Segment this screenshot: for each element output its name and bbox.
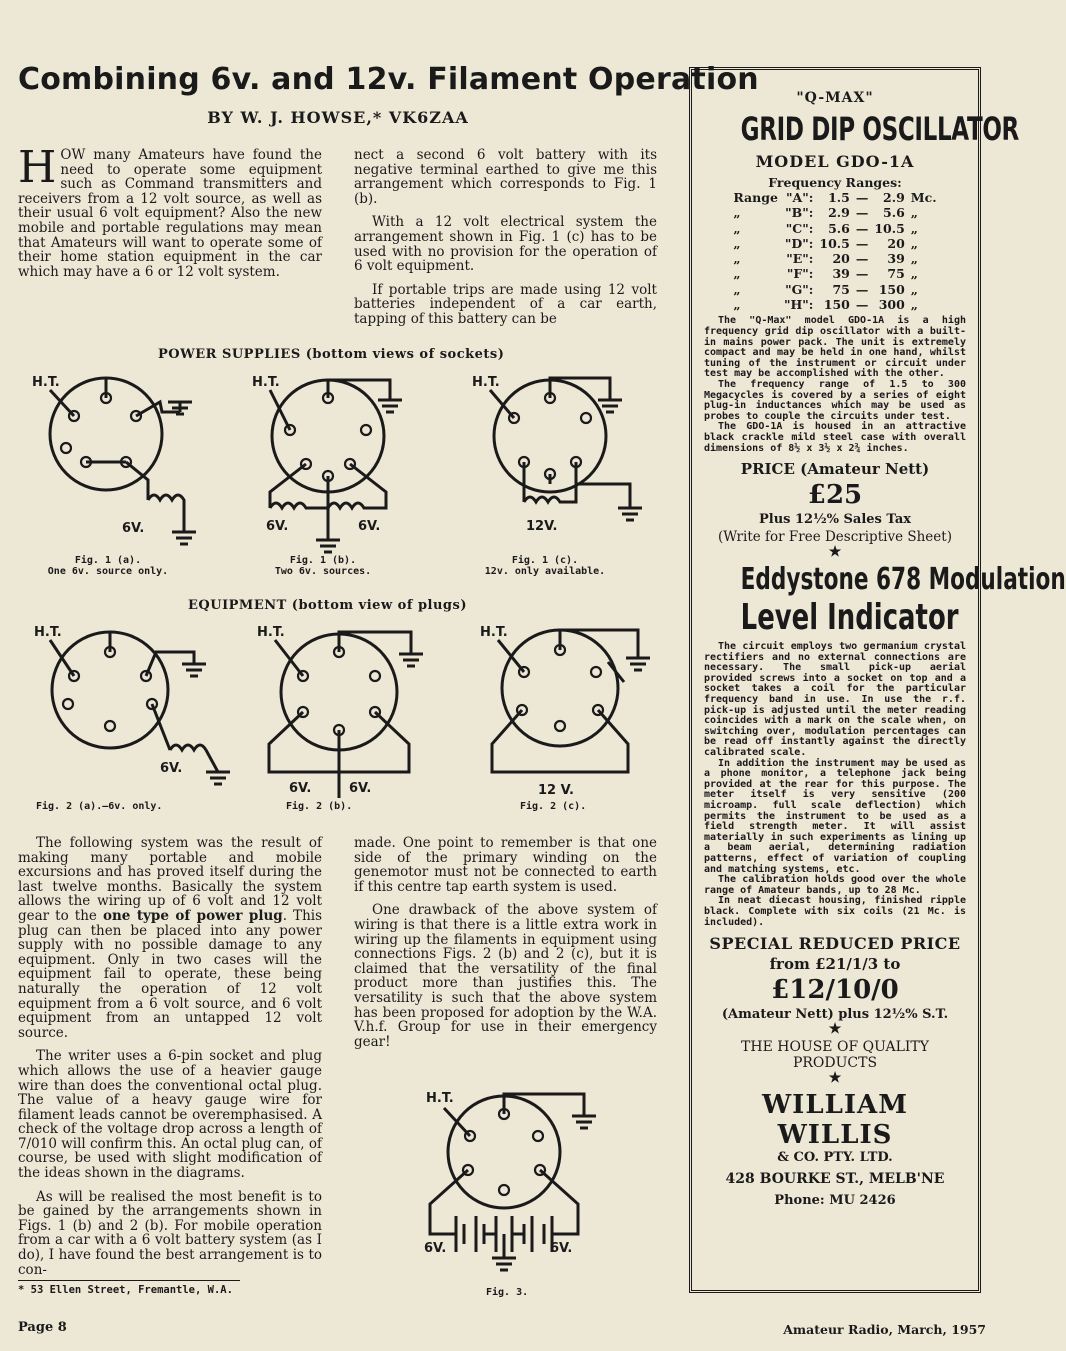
ht-label: H.T.: [426, 1091, 454, 1106]
freq-range-row: [730, 282, 939, 297]
price: £25: [807, 480, 863, 511]
star-icon: ★: [828, 1070, 842, 1087]
advertisement: [689, 67, 1066, 1293]
fig-1c-diagram: [470, 372, 650, 557]
fig-2a-diagram: [30, 622, 240, 802]
voltage-label: 6V.: [550, 1241, 573, 1256]
range-prefix: „: [733, 205, 741, 221]
from-price: from £21/1/3 to: [769, 955, 901, 974]
range-unit: „: [910, 235, 918, 251]
voltage-label: 6V.: [266, 519, 289, 534]
filament-wire: [524, 462, 630, 508]
pin: [499, 1185, 509, 1195]
range-unit: Mc.: [910, 190, 937, 205]
range-high: 75: [887, 266, 905, 282]
range-unit: „: [910, 266, 918, 282]
range-unit: „: [910, 297, 918, 313]
range-dash: —: [855, 220, 869, 236]
fig-2b-caption: Fig. 2 (b).: [286, 801, 353, 812]
earth-symbol: [399, 654, 423, 666]
range-letter: "D":: [784, 235, 814, 251]
fig-3-caption: Fig. 3.: [486, 1287, 529, 1298]
ad-brand: "Q-MAX": [796, 90, 874, 106]
price-heading: PRICE (Amateur Nett): [740, 460, 930, 479]
reduced-price: £12/10/0: [771, 975, 899, 1006]
ht-label: H.T.: [252, 375, 280, 390]
paragraph: made. One point to remember is that one side of the primary winding on the genemotor must not be connected to earth if this centre tap earth system is used.: [354, 835, 657, 895]
pin: [61, 443, 71, 453]
range-dash: —: [855, 235, 869, 251]
gdo-description: The "Q-Max" model GDO-1A is a high frequency grid dip oscillator with a built-in mains power pack. The unit is extremely compact and may be held in one hand, whilst tuning of the instrument or circuit under test may be accomplished with the other. The frequency range of 1.5 to 300 Megacycles is covered by a series of eight plug-in inductances which may be used as probes to couple the circuits under test. The GDO-1A is housed in an attractive black crackle mild steel case with overall dimensions of 8½ x 3½ x 2¾ inches.: [704, 315, 966, 454]
ht-label: H.T.: [257, 625, 285, 640]
range-prefix: „: [733, 281, 741, 297]
range-letter: "B":: [785, 205, 814, 221]
range-high: 150: [878, 281, 905, 297]
paragraph: The writer uses a 6-pin socket and plug which allows the use of a heavier gauge wire than does the conventional octal plug. The value of a heavy gauge wire for filament leads cannot be overemphasised. A check of the voltage drop across a length of 7/010 will confirm this. An octal plug can, of course, be used with slight modification of the ideas shown in the diagrams.: [18, 1048, 322, 1182]
company-name: WILLIAM WILLIS: [761, 1090, 909, 1151]
range-low: 150: [823, 297, 850, 313]
fig-1c-caption: Fig. 1 (c). 12v. only available.: [484, 555, 606, 577]
range-low: 10.5: [819, 235, 850, 251]
range-dash: —: [855, 205, 869, 221]
paragraph: The following system was the result of making many portable and mobile excursions and has proved itself during the last twelve months. Basically the system allows the wiring up of 6 volt and 12 volt gear to the one type of power plug. This plug can then be placed into any power supply with no possible damage to any equipment. Only in two cases will the equipment fail to operate, these being naturally the operation of 12 volt equipment from a 6 volt source, and 6 volt equipment from an untapped 12 volt source.: [18, 835, 323, 1041]
pin: [105, 721, 115, 731]
fig-2b-diagram: [255, 622, 440, 802]
descriptive-sheet-note: (Write for Free Descriptive Sheet): [718, 529, 952, 546]
column-1-top: [18, 142, 322, 288]
wire: [50, 632, 194, 676]
drop-cap: H: [18, 142, 57, 193]
freq-range-row: [730, 266, 939, 281]
pin: [370, 671, 380, 681]
range-dash: —: [855, 297, 869, 313]
star-icon: ★: [828, 544, 842, 561]
address: 428 BOURKE ST., MELB'NE: [725, 1171, 945, 1188]
voltage-label: 12 V.: [538, 783, 574, 798]
house-of-quality: THE HOUSE OF QUALITY: [741, 1039, 929, 1056]
wire: [50, 378, 180, 416]
filament-wire: [492, 710, 628, 772]
freq-ranges-title: Frequency Ranges:: [768, 175, 902, 190]
range-letter: "H":: [783, 297, 814, 313]
pin: [533, 1131, 543, 1141]
paragraph: As will be realised the most benefit is to be gained by the arrangements shown in Figs. 1 (b) and 2 (b). For mobile operation from a car with a 6 volt battery system (as I do), I have found the best arrangement is to con-: [18, 1188, 322, 1278]
column-2-top: [354, 148, 657, 336]
column-1-bottom: [18, 836, 322, 1286]
range-letter: "F":: [786, 266, 814, 282]
fig-2c-caption: Fig. 2 (c).: [520, 801, 587, 812]
voltage-label: 6V.: [289, 781, 312, 796]
earth-symbol: [572, 1116, 596, 1128]
article-byline: BY W. J. HOWSE,* VK6ZAA: [207, 108, 469, 127]
footnote: * 53 Ellen Street, Fremantle, W.A.: [18, 1284, 233, 1296]
range-prefix: „: [733, 251, 741, 267]
range-prefix: „: [733, 297, 741, 313]
ht-label: H.T.: [480, 625, 508, 640]
range-letter: "C":: [785, 220, 814, 236]
range-high: 39: [887, 251, 905, 267]
range-low: 1.5: [828, 190, 850, 205]
column-2-bottom: [354, 836, 657, 1058]
earth-symbol: [492, 1258, 516, 1270]
earth-symbol: [316, 540, 340, 552]
page-number: Page 8: [18, 1320, 67, 1335]
range-prefix: Range: [733, 190, 778, 205]
eddystone-description: The circuit employs two germanium crystal rectifiers and no external connections are necessary. The small pick-up aerial provided screws into a socket on top and a socket takes a coil for the particular frequency band in use. In use the r.f. pick-up is adjusted until the meter reading coincides with a mark on the scale when, on switching over, modulation percentages can be read off instantly against the directly calibrated scale. In addition the instrument may be used as a phone monitor, a telephone jack being provided at the rear for this purpose. The meter itself is very sensitive (200 microamp. full scale deflection) which permits the instrument to be used as a field strength meter. It will assist materially in such experiments as lining up a beam aerial, determining radiation patterns, effect of variation of coupling and matching systems, etc. The calibration holds good over the whole range of Amateur bands, up to 28 Mc. In neat diecast housing, finished ripple black. Complete with six coils (21 Mc. is included).: [704, 641, 966, 928]
voltage-label: 12V.: [526, 519, 558, 534]
wire: [498, 630, 638, 672]
amateur-nett-tax: (Amateur Nett) plus 12½% S.T.: [721, 1007, 949, 1023]
range-low: 20: [832, 251, 850, 267]
range-high: 300: [878, 297, 905, 313]
ht-label: H.T.: [32, 375, 60, 390]
ad-product-2-subtitle: Level Indicator: [740, 597, 959, 639]
power-supplies-title: POWER SUPPLIES (bottom views of sockets): [158, 347, 505, 362]
ad-model: MODEL GDO-1A: [755, 152, 915, 171]
earth-symbol: [182, 664, 206, 676]
range-unit: „: [910, 281, 918, 297]
freq-range-row: [730, 205, 939, 220]
fig-3-diagram: [420, 1086, 610, 1286]
phone: Phone: MU 2426: [774, 1193, 896, 1209]
fig-2a-caption: Fig. 2 (a).—6v. only.: [36, 801, 163, 812]
sales-tax: Plus 12½% Sales Tax: [758, 512, 911, 528]
pin: [581, 413, 591, 423]
company-suffix: & CO. PTY. LTD.: [777, 1150, 893, 1166]
freq-range-row: [730, 221, 939, 236]
paragraph: If portable trips are made using 12 volt batteries independent of a car earth, tapping of this battery can be: [354, 281, 657, 327]
earth-symbol: [618, 508, 642, 520]
range-dash: —: [855, 266, 869, 282]
earth-symbol: [608, 658, 650, 682]
range-unit: „: [910, 251, 918, 267]
range-prefix: „: [733, 266, 741, 282]
ad-product-2-title: Eddystone 678 Modulation: [740, 562, 1066, 598]
fig-1a-caption: Fig. 1 (a). One 6v. source only.: [47, 555, 169, 577]
wire: [270, 380, 390, 430]
house-of-quality-2: PRODUCTS: [792, 1055, 878, 1072]
range-low: 2.9: [828, 205, 850, 221]
voltage-label: 6V.: [349, 781, 372, 796]
star-icon: ★: [828, 1021, 842, 1038]
earth-symbol: [598, 400, 622, 412]
voltage-label: 6V.: [160, 761, 183, 776]
range-high: 2.9: [883, 190, 905, 205]
range-high: 10.5: [874, 220, 905, 236]
ht-label: H.T.: [472, 375, 500, 390]
earth-symbol: [378, 400, 402, 412]
pin: [63, 699, 73, 709]
journal-issue: Amateur Radio, March, 1957: [783, 1322, 986, 1337]
range-low: 5.6: [828, 220, 850, 236]
fig-1b-diagram: [250, 372, 430, 557]
freq-range-row: [730, 190, 939, 205]
range-low: 75: [832, 281, 850, 297]
range-letter: "E":: [786, 251, 814, 267]
voltage-label: 6V.: [358, 519, 381, 534]
range-high: 5.6: [883, 205, 905, 221]
special-price-heading: SPECIAL REDUCED PRICE: [709, 934, 961, 954]
range-prefix: „: [733, 235, 741, 251]
paragraph: OW many Amateurs have found the need to operate some equipment such as Command transmitters and receivers from a 12 volt source, as well as their usual 6 volt equipment? Also the new mobile and portable regulations may mean that Amateurs will want to operate some of their home station equipment in the car which may have a 6 or 12 volt system.: [18, 147, 322, 280]
paragraph: nect a second 6 volt battery with its negative terminal earthed to give me this arrangement which corresponds to Fig. 1 (b).: [354, 147, 657, 207]
pin: [361, 425, 371, 435]
paragraph: With a 12 volt electrical system the arrangement shown in Fig. 1 (c) has to be used with no provision for the operation of 6 volt equipment.: [354, 214, 657, 275]
footnote-rule: [18, 1280, 240, 1281]
range-letter: "A":: [786, 190, 814, 205]
fig-2c-diagram: [478, 622, 663, 802]
voltage-label: 6V.: [424, 1241, 447, 1256]
wire: [444, 1094, 584, 1136]
pin: [555, 721, 565, 731]
fig-1b-caption: Fig. 1 (b). Two 6v. sources.: [274, 555, 372, 577]
range-letter: "G":: [785, 281, 814, 297]
range-dash: —: [855, 190, 869, 205]
range-low: 39: [832, 266, 850, 282]
range-unit: „: [910, 205, 918, 221]
range-prefix: „: [733, 220, 741, 236]
range-high: 20: [887, 235, 905, 251]
ad-product-title: GRID DIP OSCILLATOR: [740, 110, 1019, 148]
freq-range-row: [730, 297, 939, 312]
pin: [591, 667, 601, 677]
paragraph: One drawback of the above system of wiring is that there is a little extra work in wiring up the filaments in equipment using connections Figs. 2 (b) and 2 (c), but it is claimed that the versatility of the final product more than justifies this. The versatility is such that the above system has been proposed for adoption by the W.A. V.h.f. Group for use in their emergency gear!: [354, 902, 657, 1050]
ht-label: H.T.: [34, 625, 62, 640]
equipment-title: EQUIPMENT (bottom view of plugs): [188, 598, 467, 613]
article-title: Combining 6v. and 12v. Filament Operation: [18, 62, 759, 97]
voltage-label: 6V.: [122, 521, 145, 536]
freq-range-row: [730, 251, 939, 266]
earth-symbol: [206, 772, 230, 784]
range-dash: —: [855, 281, 869, 297]
freq-range-row: [730, 236, 939, 251]
range-unit: „: [910, 220, 918, 236]
range-dash: —: [855, 251, 869, 267]
freq-range-table: [730, 190, 939, 312]
fig-1a-diagram: [30, 372, 210, 557]
earth-symbol: [172, 532, 196, 544]
